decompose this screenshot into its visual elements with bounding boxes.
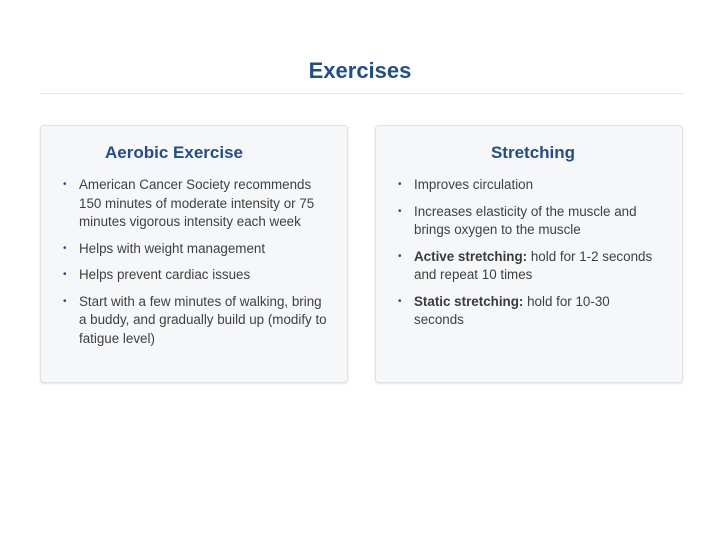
bullet-icon: • xyxy=(398,250,402,262)
list-item xyxy=(398,203,662,240)
list-item xyxy=(63,266,327,285)
item-text: Helps prevent cardiac issues xyxy=(79,267,251,282)
bullet-icon: • xyxy=(63,269,67,280)
slide-title: Exercises xyxy=(308,58,412,83)
bullet-icon: • xyxy=(398,205,402,217)
list-item xyxy=(63,240,327,259)
list-item xyxy=(63,293,327,349)
item-text: Increases elasticity of the muscle and brings oxygen to the muscle xyxy=(414,203,637,237)
item-text: American Cancer Society recommends 150 minutes of moderate intensity or 75 minutes vigorous intensity each week xyxy=(79,177,315,229)
bullet-icon: • xyxy=(398,295,402,307)
stretching-card xyxy=(375,125,683,383)
item-text: Improves circulation xyxy=(414,177,534,192)
list-item xyxy=(398,293,662,330)
item-text: hold for 1-2 seconds and repeat 10 times xyxy=(414,248,653,282)
bullet-icon: • xyxy=(63,179,67,190)
list-item xyxy=(398,176,662,195)
list-item xyxy=(398,248,662,285)
bullet-icon: • xyxy=(63,295,67,307)
item-bold-label: Static stretching: xyxy=(414,293,524,309)
card-heading: Aerobic Exercise xyxy=(105,143,243,162)
bullet-list xyxy=(376,176,682,330)
list-item xyxy=(63,176,327,232)
aerobic-exercise-card xyxy=(40,125,348,383)
title-divider xyxy=(40,93,683,94)
bullet-icon: • xyxy=(398,179,402,190)
bullet-icon: • xyxy=(63,242,67,254)
item-text: Start with a few minutes of walking, bring a buddy, and gradually build up (modify to fatigue level) xyxy=(79,293,327,346)
card-heading: Stretching xyxy=(490,143,576,162)
item-text: Helps with weight management xyxy=(79,240,266,256)
item-text: hold for 10-30 seconds xyxy=(414,293,610,327)
item-bold-label: Active stretching: xyxy=(414,248,528,264)
bullet-list xyxy=(41,176,347,348)
